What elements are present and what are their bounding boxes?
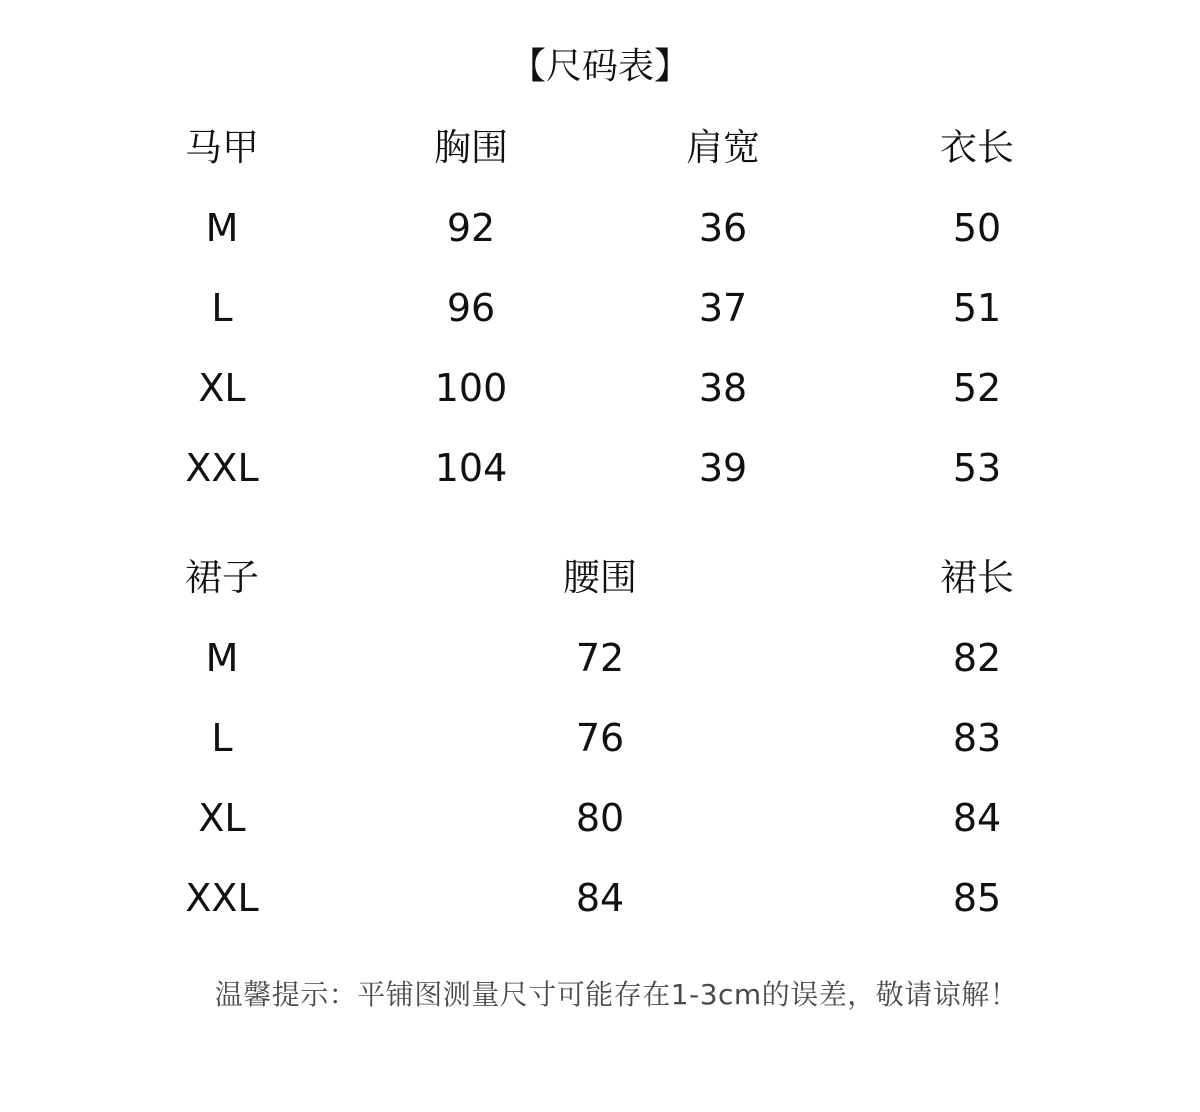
skirt-size: L — [211, 716, 233, 760]
measurement-note: 温馨提示：平铺图测量尺寸可能存在1-3cm的误差，敬请谅解！ — [214, 978, 1019, 1011]
skirt-header-length: 裙长 — [940, 556, 1014, 599]
vest-shoulder: 37 — [698, 286, 748, 330]
vest-size: L — [211, 286, 233, 330]
skirt-waist: 80 — [575, 796, 625, 840]
vest-shoulder: 39 — [698, 446, 748, 490]
skirt-length: 82 — [952, 636, 1002, 680]
vest-size: XL — [198, 366, 246, 410]
vest-header-shoulder: 肩宽 — [686, 126, 760, 169]
vest-chest: 96 — [446, 286, 496, 330]
vest-shoulder: 38 — [698, 366, 748, 410]
vest-chest: 92 — [446, 206, 496, 250]
vest-length: 50 — [952, 206, 1002, 250]
skirt-length: 83 — [952, 716, 1002, 760]
vest-chest: 100 — [434, 366, 508, 410]
skirt-size: M — [205, 636, 239, 680]
skirt-length: 85 — [952, 876, 1002, 920]
skirt-size: XL — [198, 796, 246, 840]
skirt-waist: 72 — [575, 636, 625, 680]
vest-shoulder: 36 — [698, 206, 748, 250]
size-chart-title: 【尺码表】 — [509, 46, 690, 87]
vest-header-type: 马甲 — [185, 126, 259, 169]
skirt-header-type: 裙子 — [185, 556, 259, 599]
skirt-waist: 84 — [575, 876, 625, 920]
vest-size: XXL — [185, 446, 259, 490]
vest-chest: 104 — [434, 446, 508, 490]
vest-length: 51 — [952, 286, 1002, 330]
skirt-waist: 76 — [575, 716, 625, 760]
vest-header-length: 衣长 — [940, 126, 1014, 169]
vest-length: 52 — [952, 366, 1002, 410]
skirt-header-waist: 腰围 — [563, 556, 637, 599]
skirt-length: 84 — [952, 796, 1002, 840]
vest-length: 53 — [952, 446, 1002, 490]
vest-size: M — [205, 206, 239, 250]
vest-header-chest: 胸围 — [434, 126, 508, 169]
skirt-size: XXL — [185, 876, 259, 920]
